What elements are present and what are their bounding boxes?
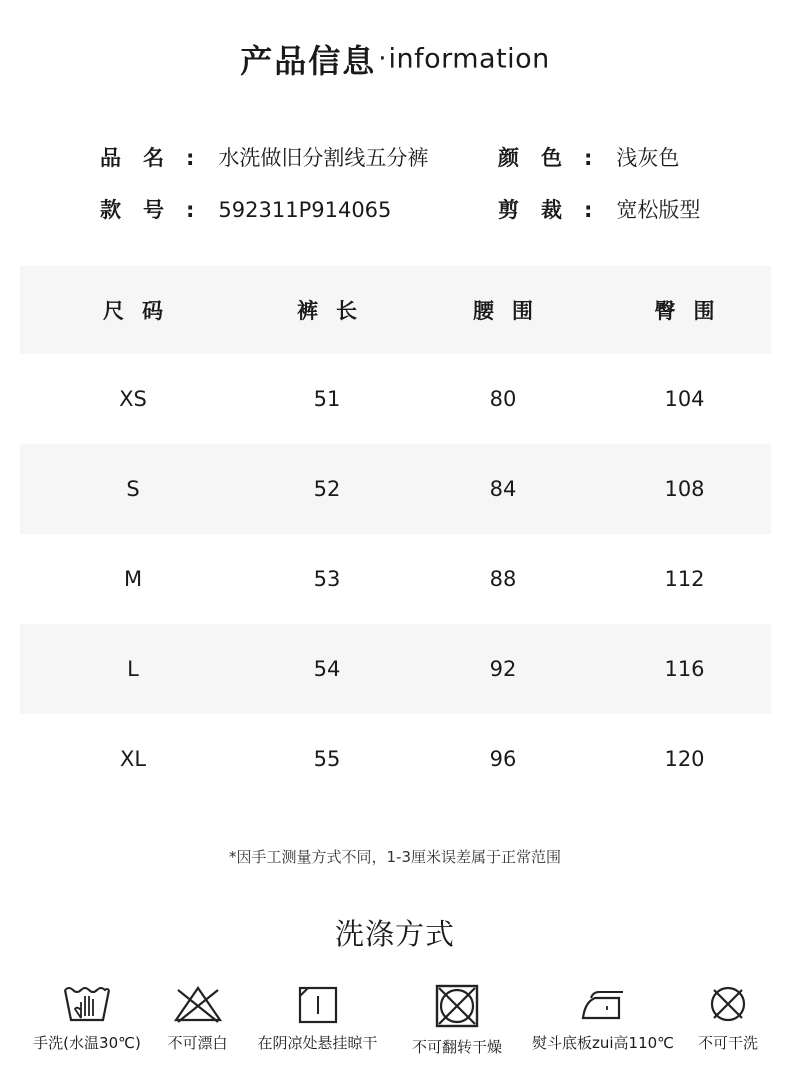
header-length: 裤长 bbox=[297, 299, 375, 323]
info-color-value: 浅灰色 bbox=[616, 146, 680, 170]
care-label: 在阴凉处悬挂晾干 bbox=[257, 1034, 378, 1052]
no-tumble-dry-icon bbox=[431, 982, 483, 1030]
wash-section-title: 洗涤方式 bbox=[334, 917, 455, 951]
table-row bbox=[20, 624, 771, 714]
info-name-value: 水洗做旧分割线五分裤 bbox=[218, 146, 429, 170]
length-cell: 55 bbox=[313, 747, 341, 771]
care-label: 不可翻转干燥 bbox=[411, 1038, 502, 1056]
table-row bbox=[20, 714, 771, 804]
info-name-label: 品名: bbox=[100, 146, 217, 170]
title-chinese: 产品信息 bbox=[240, 42, 377, 80]
iron-icon bbox=[577, 982, 629, 1026]
length-cell: 54 bbox=[313, 657, 341, 681]
info-cut-row bbox=[498, 195, 700, 225]
care-item-line-dry bbox=[245, 982, 390, 1053]
size-cell: XL bbox=[119, 747, 147, 771]
measurement-note: *因手工测量方式不同，1-3厘米误差属于正常范围 bbox=[228, 848, 561, 866]
header-hip: 臀围 bbox=[654, 299, 733, 323]
size-cell: XS bbox=[119, 387, 147, 411]
info-cut-label: 剪裁: bbox=[498, 198, 615, 222]
care-item-hand-wash bbox=[22, 982, 152, 1053]
waist-cell: 96 bbox=[489, 747, 517, 771]
info-color-label: 颜色: bbox=[498, 146, 615, 170]
header-size: 尺码 bbox=[103, 299, 181, 323]
waist-cell: 88 bbox=[489, 567, 517, 591]
care-label: 手洗(水温30℃) bbox=[33, 1034, 141, 1052]
size-table bbox=[20, 266, 771, 804]
care-label: 不可漂白 bbox=[167, 1034, 228, 1052]
info-name-row bbox=[100, 143, 428, 173]
info-cut-value: 宽松版型 bbox=[616, 198, 701, 222]
no-bleach-icon bbox=[172, 982, 224, 1026]
page-title bbox=[0, 36, 790, 82]
hip-cell: 104 bbox=[664, 387, 705, 411]
title-dot: · bbox=[378, 44, 387, 74]
care-item-iron bbox=[522, 982, 684, 1053]
care-label: 熨斗底板zui高110℃ bbox=[531, 1034, 675, 1052]
waist-cell: 92 bbox=[489, 657, 517, 681]
info-style-row bbox=[100, 195, 391, 225]
size-cell: L bbox=[127, 657, 139, 681]
table-row bbox=[20, 444, 771, 534]
info-style-label: 款号: bbox=[100, 198, 217, 222]
size-cell: M bbox=[123, 567, 143, 591]
hand-wash-icon bbox=[61, 982, 113, 1026]
care-item-no-tumble-dry bbox=[398, 982, 516, 1057]
hip-cell: 116 bbox=[664, 657, 705, 681]
waist-cell: 84 bbox=[489, 477, 517, 501]
hip-cell: 108 bbox=[664, 477, 705, 501]
size-cell: S bbox=[126, 477, 140, 501]
size-table-header bbox=[20, 266, 771, 354]
hip-cell: 120 bbox=[664, 747, 705, 771]
waist-cell: 80 bbox=[489, 387, 517, 411]
length-cell: 53 bbox=[313, 567, 341, 591]
hip-cell: 112 bbox=[664, 567, 705, 591]
table-row bbox=[20, 534, 771, 624]
header-waist: 腰围 bbox=[473, 299, 551, 323]
table-row bbox=[20, 354, 771, 444]
length-cell: 51 bbox=[313, 387, 341, 411]
care-label: 不可干洗 bbox=[697, 1034, 758, 1052]
length-cell: 52 bbox=[313, 477, 341, 501]
info-color-row bbox=[498, 143, 679, 173]
info-style-value: 592311P914065 bbox=[218, 198, 392, 222]
no-dry-clean-icon bbox=[702, 982, 754, 1026]
line-dry-shade-icon bbox=[292, 982, 344, 1026]
title-english: information bbox=[388, 43, 550, 75]
care-item-no-bleach bbox=[150, 982, 245, 1053]
care-item-no-dry-clean bbox=[688, 982, 768, 1053]
